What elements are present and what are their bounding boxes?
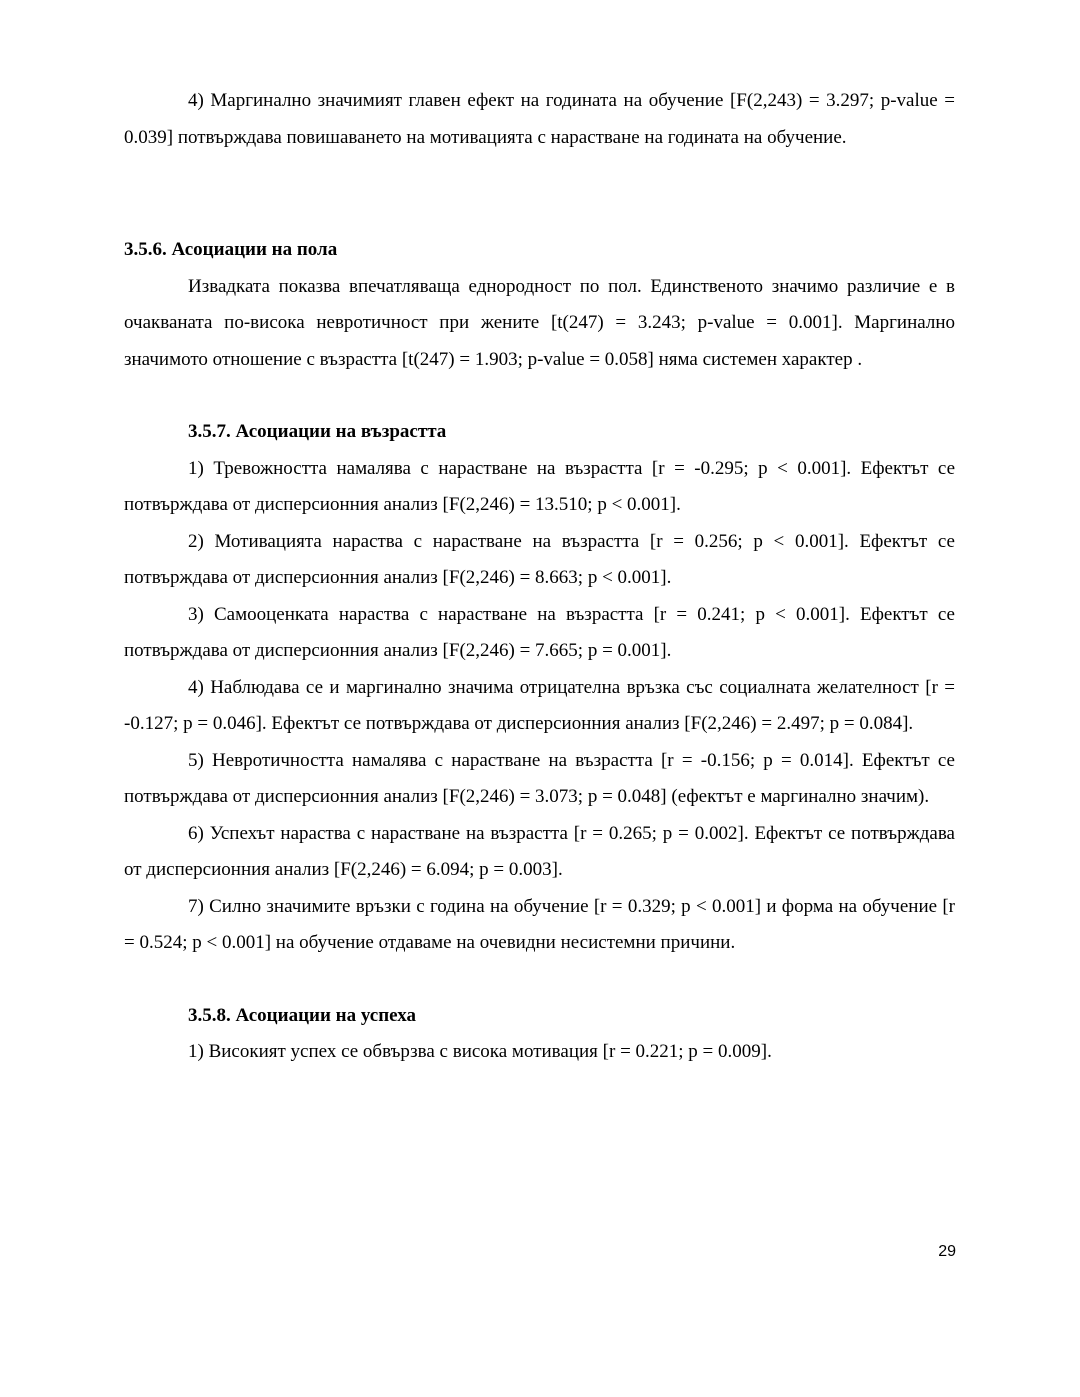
paragraph-gender-associations: Извадката показва впечатляваща еднородност по пол. Единственото значимо различие е в очакваната по-висока невротичност при жените [t(247) = 3.243; p-value = 0.001]. Маргинално значимото отношение с възрастта [t(247) = 1.903; p-value = 0.058] няма системен характер . — [124, 275, 955, 370]
age-item-4: 4) Наблюдава се и маргинално значима отрицателна връзка със социалната желателност [r = -0.127; p = 0.046]. Ефектът се потвърждава от дисперсионния анализ [F(2,246) = 2.497; p = 0.084]. — [124, 676, 955, 734]
section-heading-3-5-7: 3.5.7. Асоциации на възрастта — [188, 421, 447, 442]
spacer — [124, 156, 955, 232]
section-heading-3-5-6: 3.5.6. Асоциации на пола — [124, 239, 338, 260]
spacer — [124, 962, 955, 998]
spacer — [124, 378, 955, 414]
age-item-7: 7) Силно значимите връзки с година на обучение [r = 0.329; p < 0.001] и форма на обучение [r = 0.524; p < 0.001] на обучение отдаваме на очевидни несистемни причини. — [124, 895, 955, 953]
paragraph-intro-item-4: 4) Маргинално значимият главен ефект на годината на обучение [F(2,243) = 3.297; p-value = 0.039] потвърждава повишаването на мотивацията с нарастване на годината на обучение. — [124, 90, 955, 148]
age-item-5: 5) Невротичността намалява с нарастване на възрастта [r = -0.156; p = 0.014]. Ефектът се потвърждава от дисперсионния анализ [F(2,246) = 3.073; p = 0.048] (ефектът е маргинално значим). — [124, 749, 955, 807]
age-item-6: 6) Успехът нараства с нарастване на възрастта [r = 0.265; p = 0.002]. Ефектът се потвърждава от дисперсионния анализ [F(2,246) = 6.094; p = 0.003]. — [124, 822, 955, 880]
page-content — [124, 83, 955, 1071]
age-item-2: 2) Мотивацията нараства с нарастване на възрастта [r = 0.256; p < 0.001]. Ефектът се потвърждава от дисперсионния анализ [F(2,246) = 8.663; p < 0.001]. — [124, 530, 955, 588]
section-heading-3-5-8: 3.5.8. Асоциации на успеха — [188, 1004, 416, 1026]
age-item-1: 1) Тревожността намалява с нарастване на възрастта [r = -0.295; p < 0.001]. Ефектът се потвърждава от дисперсионния анализ [F(2,246) = 13.510; p < 0.001]. — [124, 457, 955, 515]
success-item-1: 1) Високият успех се обвързва с висока мотивация [r = 0.221; p = 0.009]. — [188, 1041, 772, 1062]
page-number: 29 — [938, 1243, 956, 1260]
age-item-3: 3) Самооценката нараства с нарастване на възрастта [r = 0.241; p < 0.001]. Ефектът се потвърждава от дисперсионния анализ [F(2,246) = 7.665; p = 0.001]. — [124, 603, 955, 661]
